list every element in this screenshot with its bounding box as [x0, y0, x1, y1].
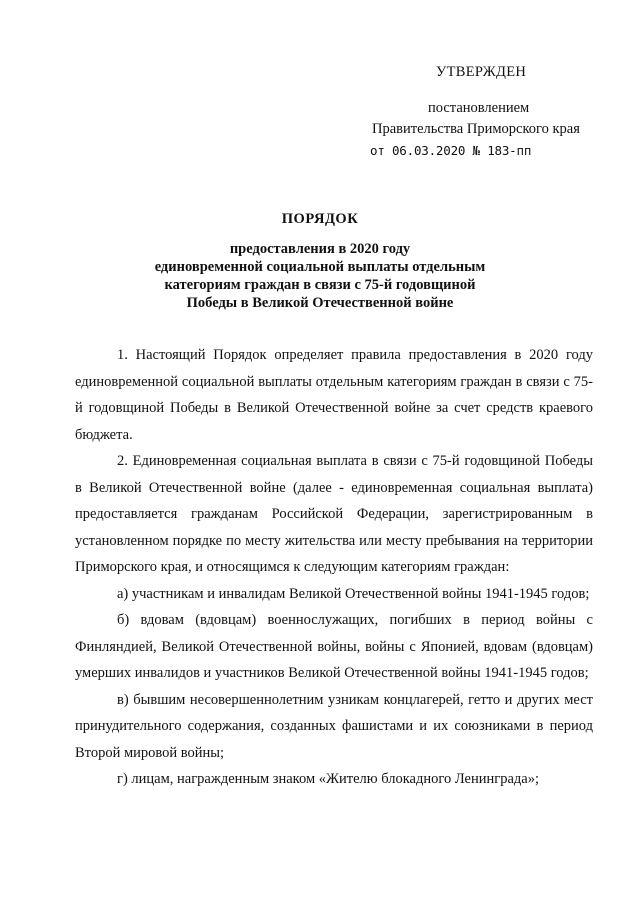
document-title: ПОРЯДОК: [281, 211, 359, 227]
paragraph-2: 2. Единовременная социальная выплата в связи с 75-й годовщиной Победы в Великой Отечественной войне (далее - единовременная социальная выплата) предоставляется гражданам Российской Федерации, зарегистрированным в установленном порядке по месту жительства или месту пребывания на территории Приморского края, и относящимся к следующим категориям граждан:: [75, 453, 593, 575]
document-subtitle-line: предоставления в 2020 году: [229, 241, 411, 257]
document-body: [75, 342, 593, 793]
paragraph-2c: в) бывшим несовершеннолетним узникам концлагерей, гетто и других мест принудительного содержания, созданных фашистами и их союзниками в период Второй мировой войны;: [75, 691, 593, 761]
approval-spacer: [360, 83, 620, 98]
approved-label: УТВЕРЖДЕН: [436, 64, 527, 80]
approval-government: Правительства Приморского края: [372, 121, 580, 137]
paragraph-1: 1. Настоящий Порядок определяет правила предоставления в 2020 году единовременной социальной выплаты отдельным категориям граждан в связи с 75-й годовщиной Победы в Великой Отечественной войне за счет средств краевого бюджета.: [75, 347, 593, 443]
paragraph-2b: б) вдовам (вдовцам) военнослужащих, погибших в период войны с Финляндией, Великой Отечественной войны, войны с Японией, вдовам (вдовцам) умерших инвалидов и участников Великой Отечественной войны 1941-1945 годов;: [75, 612, 593, 681]
document-subtitle-line: категориям граждан в связи с 75-й годовщиной: [164, 277, 476, 293]
approval-resolution-label: постановлением: [428, 100, 530, 116]
approval-date-number: от 06.03.2020 № 183-пп: [370, 143, 532, 158]
paragraph-2a: а) участникам и инвалидам Великой Отечественной войны 1941-1945 годов;: [117, 585, 590, 602]
document-title-block: [120, 210, 520, 312]
document-subtitle-line: единовременной социальной выплаты отдельным: [154, 259, 486, 275]
paragraph-2d: г) лицам, награжденным знаком «Жителю блокадного Ленинграда»;: [117, 771, 540, 787]
document-subtitle-line: Победы в Великой Отечественной войне: [186, 295, 454, 311]
approval-stamp: [360, 62, 620, 161]
